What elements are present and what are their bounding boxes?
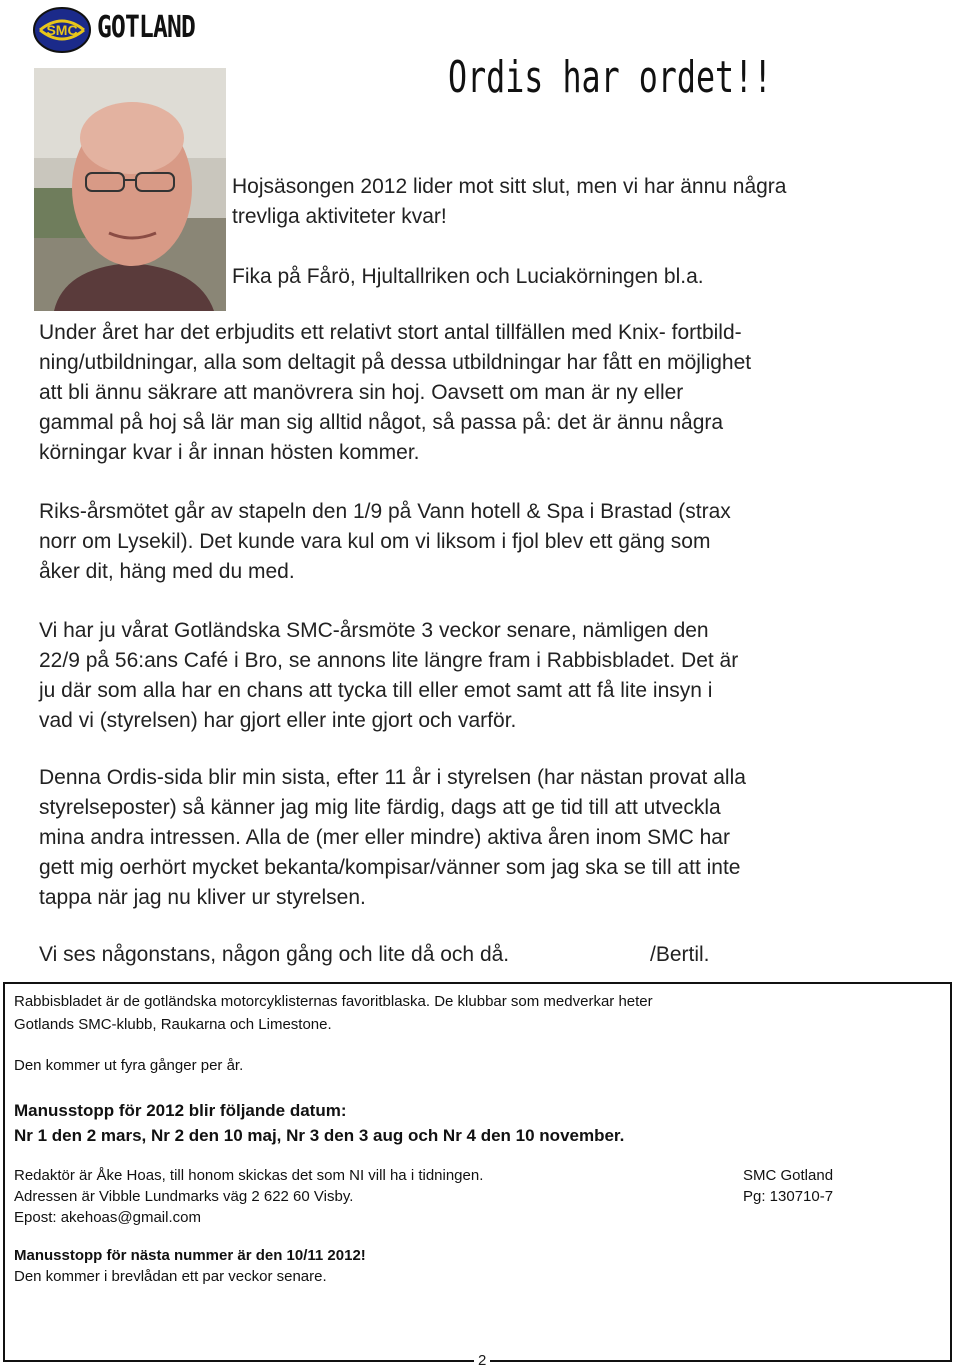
paragraph-training <box>39 318 919 468</box>
page-title: Ordis har ordet!! <box>448 52 773 103</box>
deadline-heading: Manusstopp för 2012 blir följande datum: <box>14 1101 347 1120</box>
info-line: Rabbisbladet är de gotländska motorcyklisternas favoritblaska. De klubbar som medverkar heter <box>14 993 653 1010</box>
text-line: åker dit, häng med du med. <box>39 560 295 583</box>
postgiro: Pg: 130710-7 <box>743 1188 834 1205</box>
smc-logo <box>32 6 92 54</box>
page-number: 2 <box>474 1352 490 1369</box>
text-line: körningar kvar i år innan hösten kommer. <box>39 441 420 464</box>
paragraph-riks-arsmote <box>39 497 919 587</box>
brand-name: GOTLAND <box>97 10 195 45</box>
text-line: mina andra intressen. Alla de (mer eller mindre) aktiva åren inom SMC har <box>39 826 730 849</box>
signature: /Bertil. <box>650 943 710 966</box>
text-line: att bli ännu säkrare att manövrera sin hoj. Oavsett om man är ny eller <box>39 381 684 404</box>
text-line: Vi har ju vårat Gotländska SMC-årsmöte 3 veckor senare, nämligen den <box>39 619 709 642</box>
org-name: SMC Gotland <box>743 1167 834 1184</box>
delivery-note: Den kommer i brevlådan ett par veckor senare. <box>14 1268 327 1285</box>
deadline-dates: Nr 1 den 2 mars, Nr 2 den 10 maj, Nr 3 den 3 aug och Nr 4 den 10 november. <box>14 1126 625 1145</box>
address-line: Adressen är Vibble Lundmarks väg 2 622 60 Visby. <box>14 1188 354 1205</box>
text-line: vad vi (styrelsen) har gjort eller inte gjort och varför. <box>39 709 517 732</box>
paragraph-arsmote <box>39 616 919 736</box>
intro-line-1: Hojsäsongen 2012 lider mot sitt slut, men vi har ännu några <box>232 175 787 198</box>
text-line: Denna Ordis-sida blir min sista, efter 11 år i styrelsen (har nästan provat alla <box>39 766 746 789</box>
intro-line-3: Fika på Fårö, Hjultallriken och Luciakörningen bl.a. <box>232 265 704 288</box>
text-line: norr om Lysekil). Det kunde vara kul om vi liksom i fjol blev ett gäng som <box>39 530 711 553</box>
paragraph-farewell <box>39 763 919 913</box>
text-line: tappa när jag nu kliver ur styrelsen. <box>39 886 366 909</box>
next-deadline: Manusstopp för nästa nummer är den 10/11 2012! <box>14 1247 366 1264</box>
intro-line-2: trevliga aktiviteter kvar! <box>232 205 447 228</box>
text-line: Under året har det erbjudits ett relativt stort antal tillfällen med Knix- fortbild- <box>39 321 742 344</box>
editor-line: Redaktör är Åke Hoas, till honom skickas det som NI vill ha i tidningen. <box>14 1167 484 1184</box>
closing-line: Vi ses någonstans, någon gång och lite då och då. <box>39 943 510 966</box>
text-line: gammal på hoj så lär man sig alltid något, så passa på: det är ännu några <box>39 411 724 434</box>
text-line: ning/utbildningar, alla som deltagit på dessa utbildningar har fått en möjlighet <box>39 351 752 374</box>
author-photo <box>34 68 226 311</box>
email-line: Epost: akehoas@gmail.com <box>14 1209 201 1226</box>
info-box <box>3 982 952 1362</box>
text-line: Riks-årsmötet går av stapeln den 1/9 på Vann hotell & Spa i Brastad (strax <box>39 500 731 523</box>
text-line: gett mig oerhört mycket bekanta/kompisar/vänner som jag ska se till att inte <box>39 856 741 879</box>
text-line: ju där som alla har en chans att tycka till eller emot samt att få lite insyn i <box>39 679 713 702</box>
info-line: Gotlands SMC-klubb, Raukarna och Limestone. <box>14 1016 332 1033</box>
text-line: 22/9 på 56:ans Café i Bro, se annons lite längre fram i Rabbisbladet. Det är <box>39 649 739 672</box>
info-line: Den kommer ut fyra gånger per år. <box>14 1057 244 1074</box>
logo-text: SMC <box>46 22 78 38</box>
text-line: styrelseposter) så känner jag mig lite färdig, dags att ge tid till att utveckla <box>39 796 721 819</box>
